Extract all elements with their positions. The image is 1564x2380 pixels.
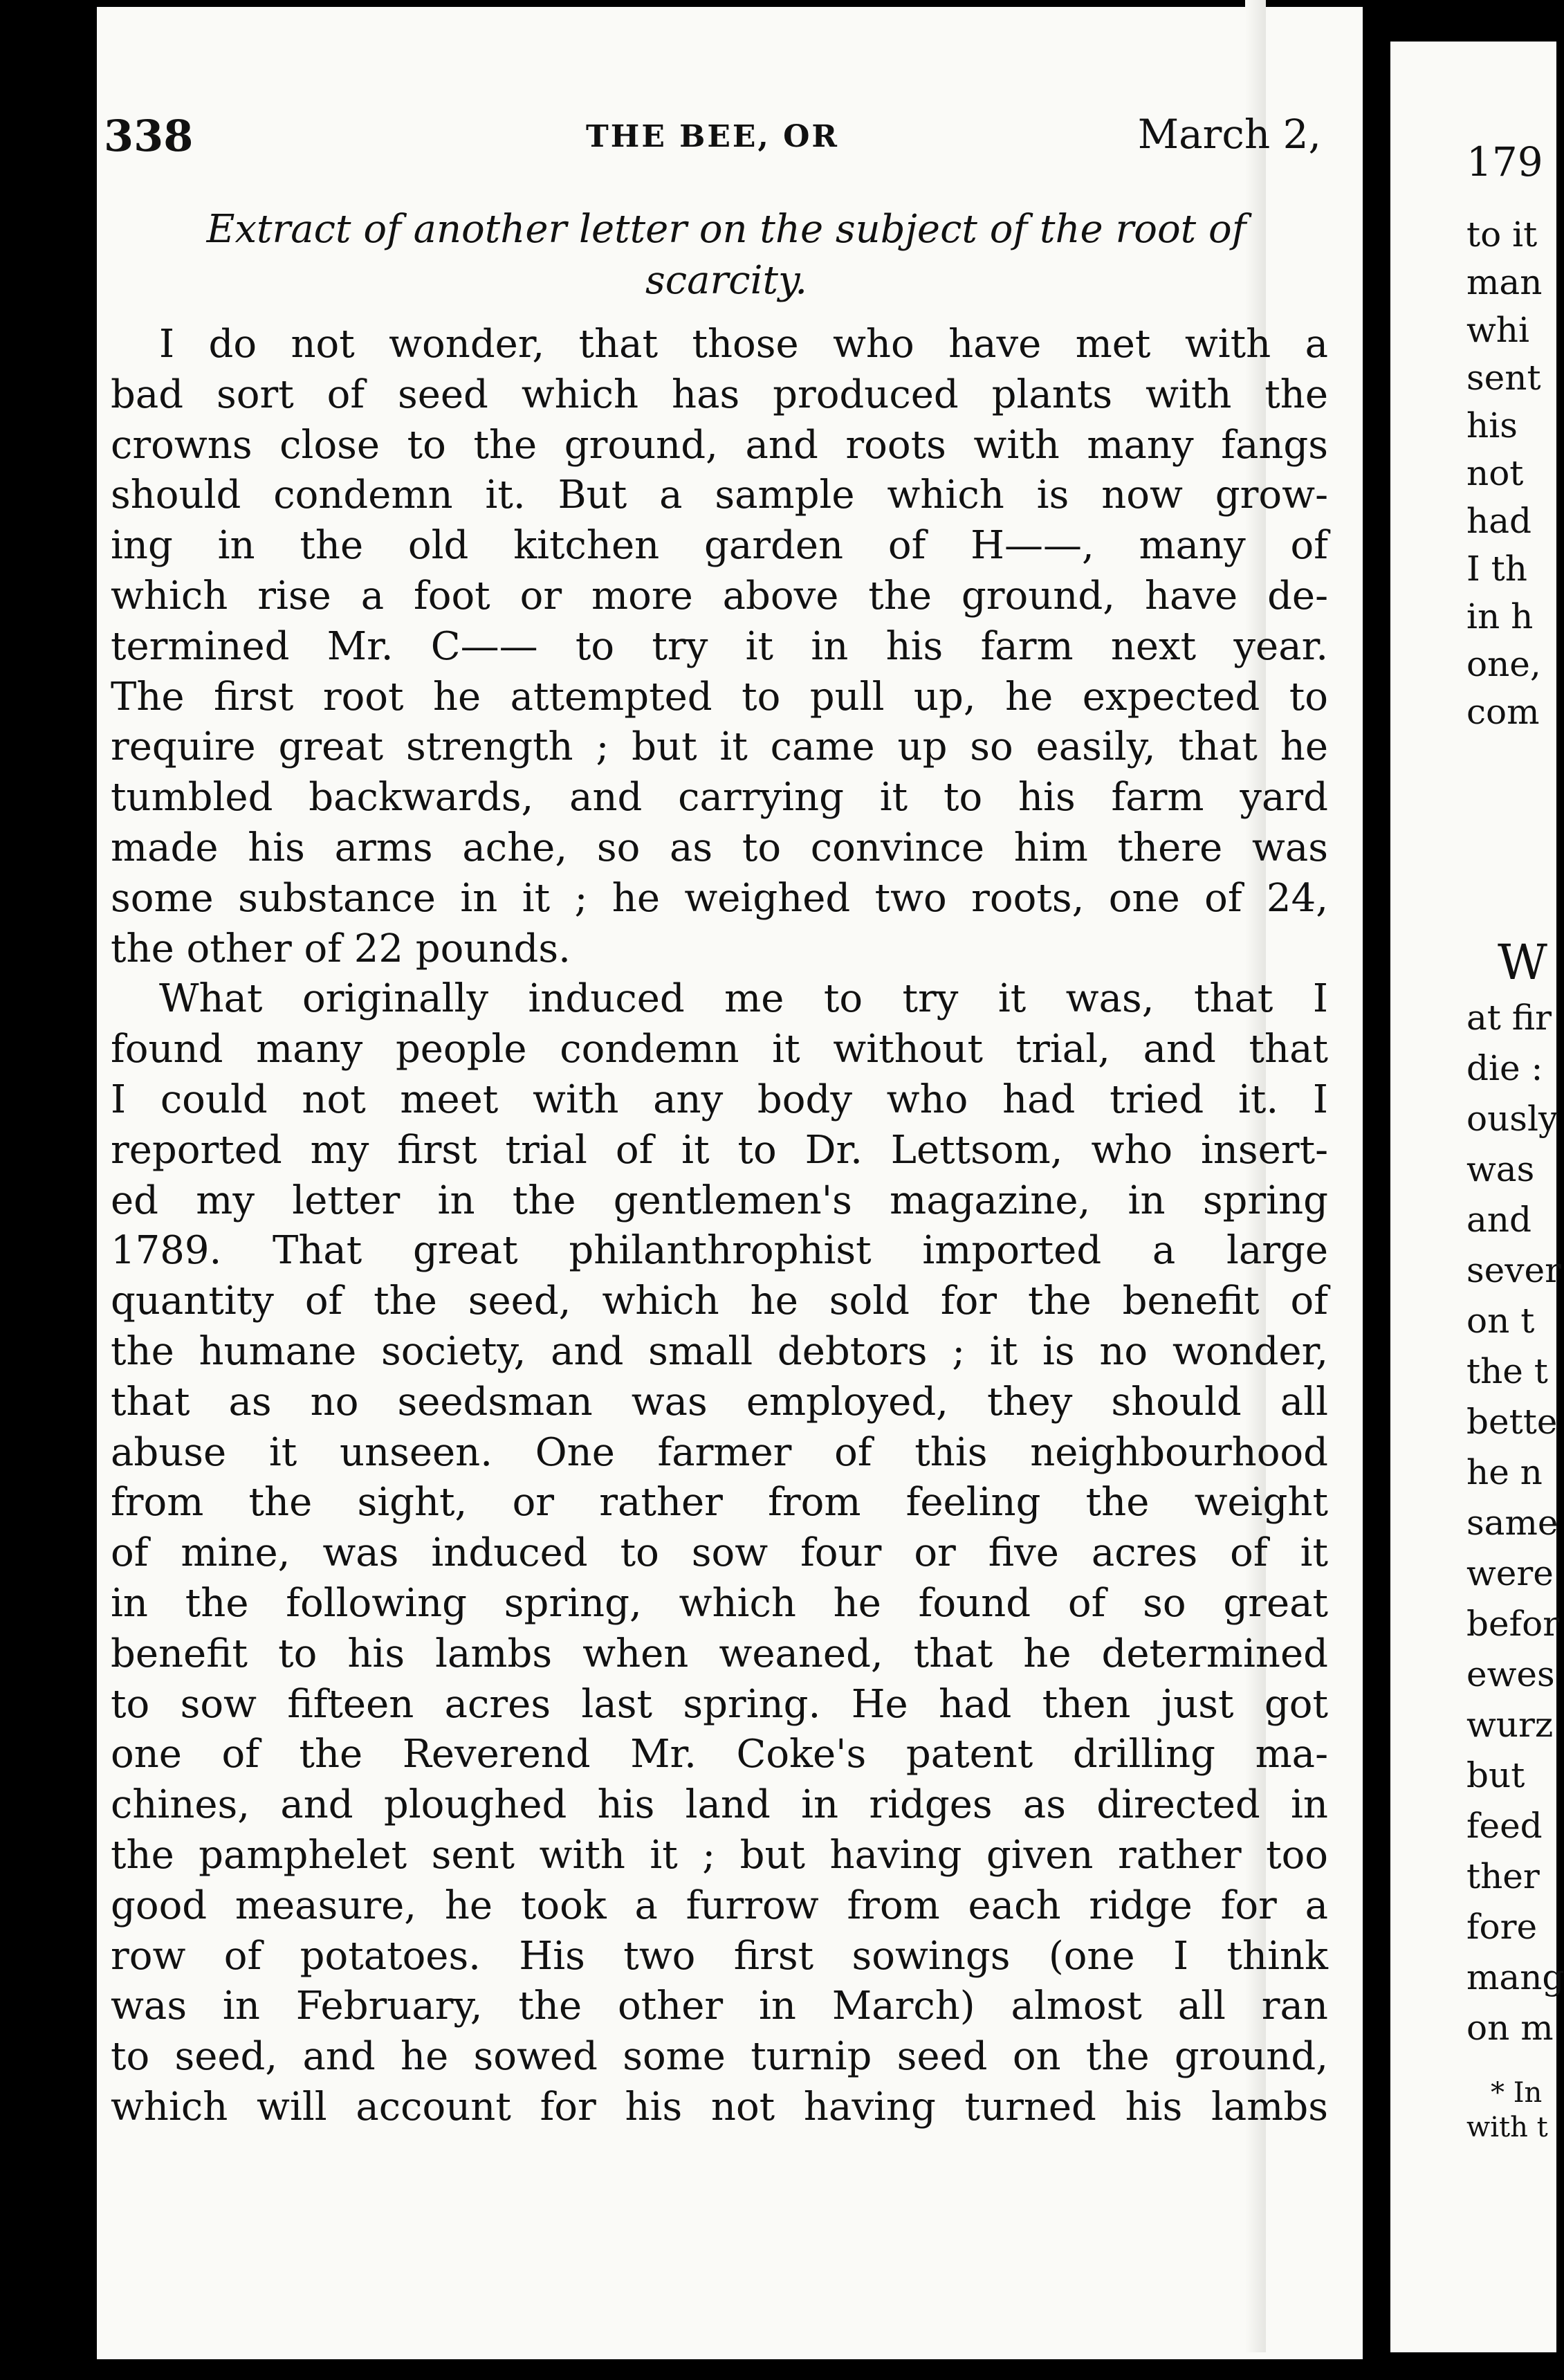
body-line: which rise a foot or more above the ground, have de- [111, 573, 1328, 619]
body-line: was in February, the other in March) almost all ran [111, 1984, 1328, 2029]
facing-line: com [1466, 692, 1540, 732]
facing-line: the t [1466, 1351, 1548, 1391]
title-line: Extract of another letter on the subject of the root of [206, 207, 1246, 252]
body-line: made his arms ache, so as to convince him there was [111, 825, 1328, 870]
body-line: What originally induced me to try it was, that I [159, 976, 1328, 1022]
facing-line: ously [1466, 1099, 1558, 1139]
body-line: I do not wonder, that those who have met with a [159, 322, 1328, 367]
body-line: row of potatoes. His two first sowings (one I think [111, 1933, 1328, 1979]
facing-page-footnote [1390, 2076, 1548, 2145]
body-line: The first root he attempted to pull up, he expected to [111, 674, 1328, 720]
facing-line: sever [1466, 1250, 1561, 1290]
facing-line: had [1466, 501, 1532, 541]
facing-line: fore [1466, 1907, 1538, 1947]
article-body [111, 320, 1328, 2133]
body-line: abuse it unseen. One farmer of this neighbourhood [111, 1429, 1328, 1475]
facing-line: he n [1466, 1452, 1543, 1492]
running-head: THE BEE, OR [586, 119, 839, 154]
body-line: some substance in it ; he weighed two roots, one of 24, [111, 875, 1328, 921]
title-line: scarcity. [645, 258, 808, 303]
facing-line: sent [1466, 358, 1541, 398]
facing-line: same [1466, 1503, 1558, 1543]
facing-line: on m [1466, 2008, 1554, 2048]
body-line: of mine, was induced to sow four or five acres of it [111, 1530, 1328, 1576]
facing-footnote-line: with t [1466, 2112, 1548, 2143]
facing-line: feed [1466, 1806, 1543, 1846]
body-line: ed my letter in the gentlemen's magazine, in spring [111, 1178, 1328, 1223]
facing-line: to it [1466, 214, 1538, 255]
facing-line: I th [1466, 549, 1527, 589]
facing-line: ewes [1466, 1654, 1555, 1694]
facing-line: at fir [1466, 998, 1552, 1038]
facing-line: but [1466, 1755, 1525, 1795]
body-line: reported my first trial of it to Dr. Lettsom, who insert- [111, 1127, 1328, 1173]
facing-line: in h [1466, 596, 1534, 637]
facing-line: his [1466, 405, 1518, 446]
page-header [104, 111, 1321, 173]
body-line: chines, and ploughed his land in ridges as directed in [111, 1782, 1328, 1828]
facing-line: on t [1466, 1301, 1535, 1341]
facing-line: wurz [1466, 1705, 1554, 1745]
facing-line: man [1466, 262, 1543, 302]
body-line: ing in the old kitchen garden of H——, many of [111, 523, 1328, 569]
facing-line: ther [1466, 1856, 1540, 1896]
facing-page-body-lines [1390, 993, 1564, 2053]
body-line: in the following spring, which he found of so great [111, 1580, 1328, 1626]
body-line: tumbled backwards, and carrying it to his farm yard [111, 775, 1328, 821]
facing-line: die : [1466, 1048, 1543, 1088]
facing-line: was [1466, 1149, 1535, 1189]
facing-line: were [1466, 1553, 1554, 1593]
facing-page-header: 179 [1466, 138, 1543, 185]
body-line: the humane society, and small debtors ; it is no wonder, [111, 1328, 1328, 1374]
body-line: from the sight, or rather from feeling the weight [111, 1480, 1328, 1526]
body-line: crowns close to the ground, and roots with many fangs [111, 422, 1328, 468]
body-line: found many people condemn it without trial, and that [111, 1027, 1328, 1072]
body-line: quantity of the seed, which he sold for the benefit of [111, 1279, 1328, 1324]
body-line: termined Mr. C—— to try it in his farm next year. [111, 623, 1328, 669]
page-number: 338 [104, 111, 194, 161]
facing-line: not [1466, 453, 1524, 493]
facing-footnote-line: * In [1491, 2077, 1543, 2109]
body-line: I could not meet with any body who had tried it. I [111, 1077, 1328, 1122]
body-line: to sow fifteen acres last spring. He had then just got [111, 1681, 1328, 1727]
facing-line: bette [1466, 1402, 1558, 1442]
body-line: should condemn it. But a sample which is now grow- [111, 473, 1328, 518]
facing-dropcap: W [1498, 934, 1547, 991]
body-line: one of the Reverend Mr. Coke's patent drilling ma- [111, 1732, 1328, 1777]
body-line: good measure, he took a furrow from each ridge for a [111, 1883, 1328, 1928]
facing-line: one, [1466, 644, 1541, 684]
facing-line: befor [1466, 1604, 1560, 1644]
body-line: that as no seedsman was employed, they should all [111, 1379, 1328, 1425]
body-line: the pamphelet sent with it ; but having given rather too [111, 1832, 1328, 1878]
article-title [118, 204, 1335, 306]
facing-page-fragment [1390, 42, 1564, 2352]
facing-line: whi [1466, 310, 1529, 350]
body-line: require great strength ; but it came up so easily, that he [111, 724, 1328, 770]
facing-line: mang [1466, 1957, 1564, 1997]
header-date: March 2, [1137, 111, 1321, 158]
body-line: benefit to his lambs when weaned, that he determined [111, 1631, 1328, 1676]
body-line: 1789. That great philanthrophist imported a large [111, 1228, 1328, 1274]
facing-line: and [1466, 1200, 1532, 1240]
body-line: which will account for his not having turned his lambs [111, 2084, 1328, 2130]
body-line: bad sort of seed which has produced plants with the [111, 372, 1328, 417]
body-line: to seed, and he sowed some turnip seed on the ground, [111, 2034, 1328, 2080]
facing-page-top-lines [1390, 211, 1542, 736]
body-line: the other of 22 pounds. [111, 926, 571, 971]
